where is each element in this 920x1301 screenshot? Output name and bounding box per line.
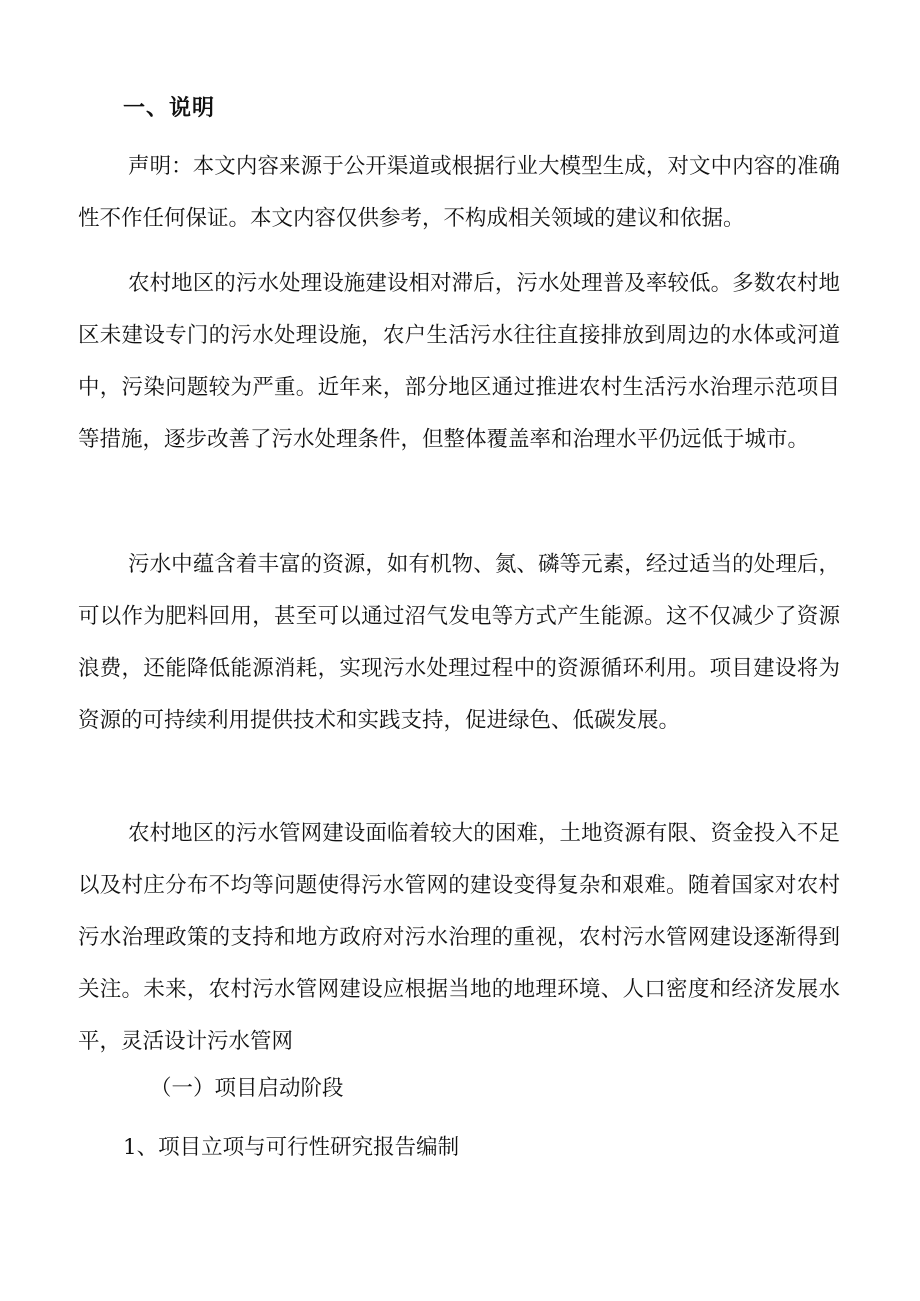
section-heading: 一、说明 [123,95,216,121]
disclaimer-paragraph: 声明：本文内容来源于公开渠道或根据行业大模型生成，对文中内容的准确性不作任何保证。本文内容仅供参考，不构成相关领域的建议和依据。 [78,154,840,231]
body-paragraph: 农村地区的污水管网建设面临着较大的困难，土地资源有限、资金投入不足以及村庄分布不均等问题使得污水管网的建设变得复杂和艰难。随着国家对农村污水治理政策的支持和地方政府对污水治理的重视，农村污水管网建设逐渐得到关注。未来，农村污水管网建设应根据当地的地理环境、人口密度和经济发展水平，灵活设计污水管网 [78,821,840,1054]
body-paragraph: 农村地区的污水处理设施建设相对滞后，污水处理普及率较低。多数农村地区未建设专门的污水处理设施，农户生活污水往往直接排放到周边的水体或河道中，污染问题较为严重。近年来，部分地区通过推进农村生活污水治理示范项目等措施，逐步改善了污水处理条件，但整体覆盖率和治理水平仍远低于城市。 [78,271,840,452]
subsection-heading: （一）项目启动阶段 [150,1076,344,1101]
body-paragraph: 污水中蕴含着丰富的资源，如有机物、氮、磷等元素，经过适当的处理后，可以作为肥料回用，甚至可以通过沼气发电等方式产生能源。这不仅减少了资源浪费，还能降低能源消耗，实现污水处理过程中的资源循环利用。项目建设将为资源的可持续利用提供技术和实践支持，促进绿色、低碳发展。 [78,552,840,733]
item-heading: 1、项目立项与可行性研究报告编制 [123,1135,460,1160]
